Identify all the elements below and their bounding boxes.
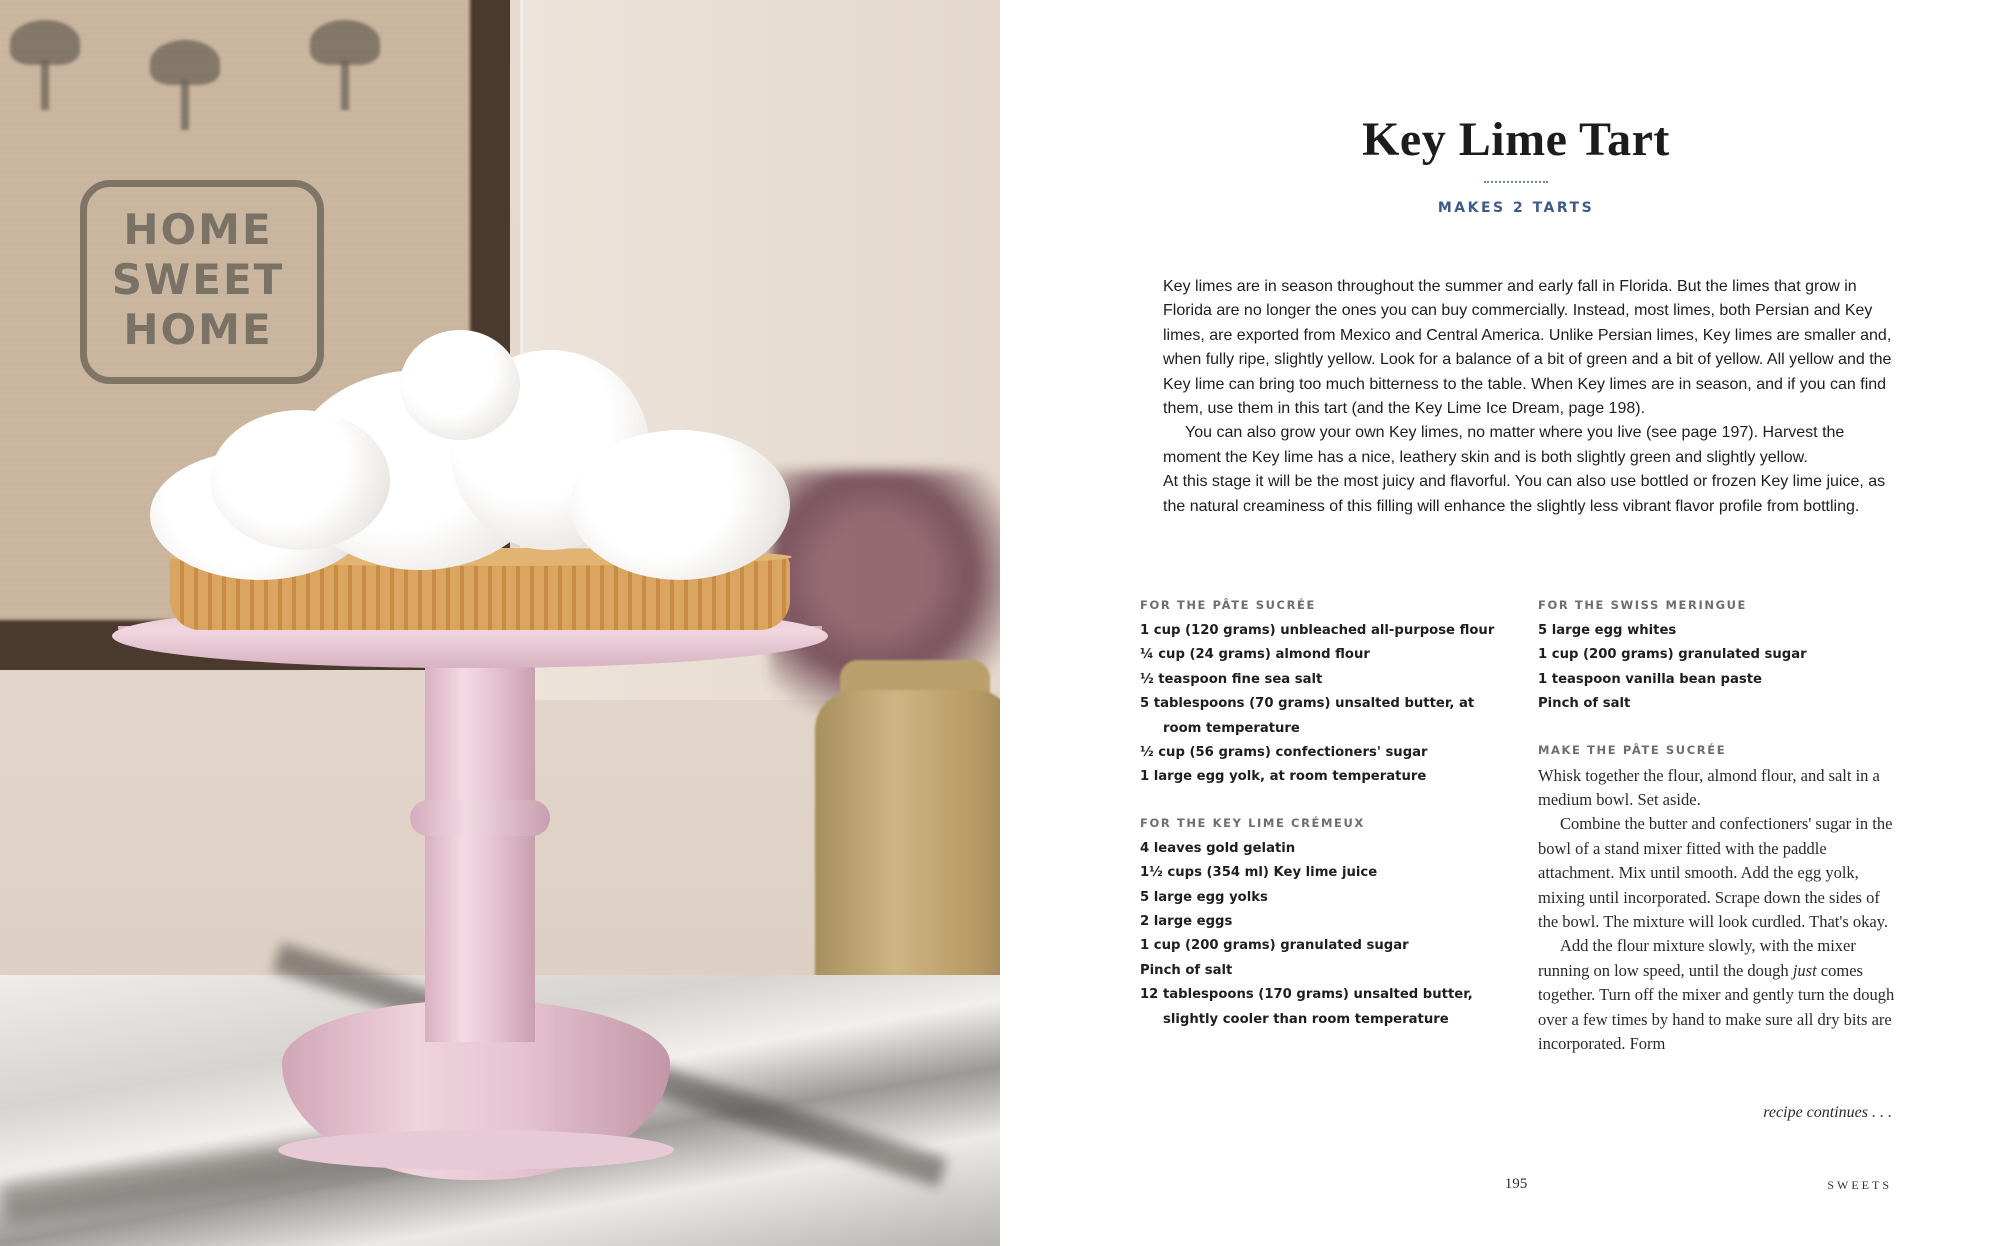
recipe-continues-note: recipe continues . . . [1763, 1104, 1892, 1121]
ingredients-column-right [1538, 597, 1898, 1057]
method-emphasis: just [1792, 960, 1817, 980]
recipe-title: Key Lime Tart [1362, 113, 1670, 166]
ingredient-item: ½ teaspoon fine sea salt [1140, 671, 1323, 687]
ingredient-item: 1 cup (200 grams) granulated sugar [1538, 647, 1807, 663]
intro-paragraph: Key limes are in season throughout the summer and early fall in Florida. But the limes that grow in Florida are no longer the ones you can buy commercially. Instead, most limes, both Persian and Key limes, are exported from Mexico and Central America. Unlike Persian limes, Key limes are smaller and, when fully ripe, slightly yellow. Look for a balance of a bit of green and a bit of yellow. All yellow and the Key lime can bring too much bitterness to the table. When Key limes are in season, and if you can find them, use them in this tart (and the Key Lime Ice Dream, page 198). [1163, 278, 1892, 418]
cake-stand-knob [410, 800, 550, 836]
stitched-house-icon [150, 40, 220, 130]
ingredient-item: 5 large egg whites [1538, 623, 1677, 638]
intro-paragraph: At this stage it will be the most juicy and flavorful. You can also use bottled or frozen Key lime juice, as the natural creaminess of this filling will enhance the slightly less vibrant flavor profile from bottling. [1163, 473, 1886, 515]
method-text: comes together. Turn off the mixer and gently turn the dough over a few times by hand to make sure all dry bits are incorporated. Form [1538, 960, 1895, 1054]
ingredient-item: Pinch of salt [1538, 696, 1631, 712]
cake-stand-stem [425, 662, 535, 1042]
sampler-line: SWEET [111, 255, 285, 304]
ingredient-item: 5 large egg yolks [1140, 889, 1268, 905]
ingredient-item: 5 tablespoons (70 grams) unsalted butter, at room temperature [1140, 696, 1475, 736]
ingredient-item: 1 teaspoon vanilla bean paste [1538, 671, 1762, 687]
ingredient-item: 1 cup (200 grams) granulated sugar [1140, 938, 1409, 954]
meringue-topping [150, 330, 790, 580]
running-footer-section: SWEETS [1827, 1178, 1892, 1192]
intro-paragraph: You can also grow your own Key limes, no matter where you live (see page 197). Harvest the moment the Key lime has a nice, leathery skin and is both slightly green and slightly yellow. [1163, 424, 1845, 466]
sampler-line: HOME [123, 305, 273, 354]
section-heading: MAKE THE PÂTE SUCRÉE [1538, 742, 1727, 757]
recipe-intro [1163, 275, 1898, 519]
ingredient-item: Pinch of salt [1140, 962, 1233, 978]
ingredient-item: ¼ cup (24 grams) almond flour [1140, 647, 1370, 663]
ingredient-item: 1½ cups (354 ml) Key lime juice [1140, 865, 1378, 881]
section-heading: FOR THE KEY LIME CRÉMEUX [1140, 815, 1365, 830]
title-divider [1484, 181, 1548, 183]
stitched-tree-icon [310, 20, 380, 110]
sampler-line: HOME [123, 205, 273, 254]
method-text: Add the flour mixture slowly, with the mixer running on low speed, until the dough [1538, 936, 1856, 980]
stitched-tree-icon [10, 20, 80, 110]
method-paragraph: Combine the butter and confectioners' sugar in the bowl of a stand mixer fitted with the paddle attachment. Mix until smooth. Add the egg yolk, mixing until incorporated. Scrape down the sides of the bowl. The mixture will look curdled. That's okay. [1538, 814, 1893, 932]
section-heading: FOR THE PÂTE SUCRÉE [1140, 598, 1316, 612]
ingredient-item: 12 tablespoons (170 grams) unsalted butter, slightly cooler than room temperature [1140, 987, 1473, 1027]
page-number: 195 [1504, 1176, 1528, 1192]
ingredients-column-left [1140, 597, 1510, 1032]
ingredient-item: 2 large eggs [1140, 914, 1233, 930]
ingredient-item: 1 cup (120 grams) unbleached all-purpose flour [1140, 623, 1495, 638]
section-heading: FOR THE SWISS MERINGUE [1538, 598, 1748, 612]
stoneware-crock [815, 690, 1000, 1020]
method-paragraph [1538, 934, 1898, 1056]
cake-stand-base-lip [278, 1130, 674, 1170]
method-paragraph: Whisk together the flour, almond flour, and salt in a medium bowl. Set aside. [1538, 765, 1880, 810]
ingredient-item: ½ cup (56 grams) confectioners' sugar [1140, 745, 1428, 761]
recipe-page [1000, 0, 1996, 1246]
ingredient-item: 1 large egg yolk, at room temperature [1140, 769, 1427, 785]
ingredient-item: 4 leaves gold gelatin [1140, 840, 1296, 856]
recipe-yield: MAKES 2 TARTS [1437, 200, 1595, 216]
